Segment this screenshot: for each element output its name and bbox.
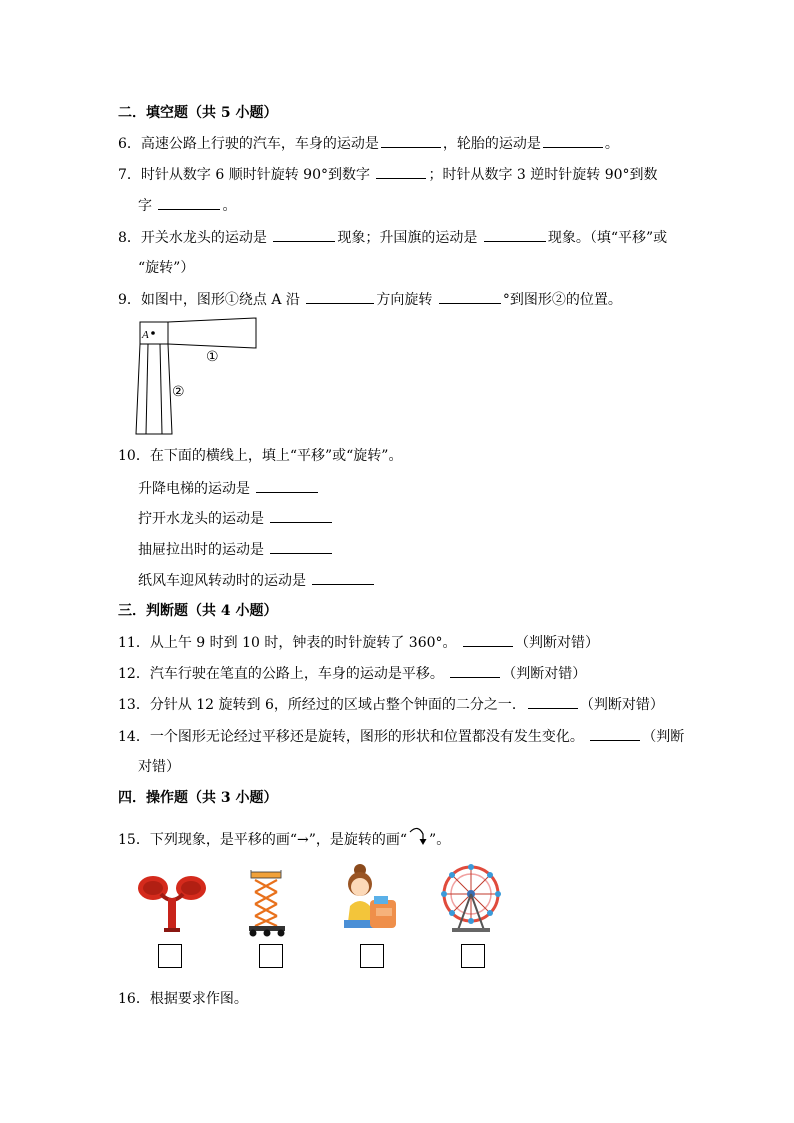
question-text: 现象。（填“平移”或: [547, 230, 668, 246]
question-number: 6．: [118, 136, 141, 152]
question-number: 7．: [118, 167, 141, 183]
scissor-lift-icon: [243, 868, 291, 938]
question-text: 一个图形无论经过平移还是旋转，图形的形状和位置都没有发生变化。: [149, 729, 589, 745]
question-text: 高速公路上行驶的汽车，车身的运动是: [140, 136, 379, 152]
question-8-line-2: “旋转”）: [138, 260, 195, 276]
question-text: 字: [138, 198, 157, 214]
answer-blank[interactable]: [543, 134, 603, 148]
question-text: 汽车行驶在笔直的公路上，车身的运动是平移。: [149, 666, 449, 682]
section-3-heading: 三．判断题（共 4 小题）: [118, 603, 278, 619]
answer-blank[interactable]: [590, 727, 640, 741]
question-8: [118, 228, 667, 247]
point-a-label: A: [142, 329, 149, 341]
question-text: 时针从数字 6 顺时针旋转 90°到数字: [140, 167, 375, 183]
rotation-figure: [132, 314, 262, 438]
question-16: [118, 990, 248, 1008]
answer-blank[interactable]: [312, 571, 374, 585]
question-text: 分针从 12 旋转到 6，所经过的区域占整个钟面的二分之一．: [149, 697, 526, 713]
question-number: 15．: [118, 832, 150, 848]
ferris-wheel-icon: [438, 862, 504, 934]
question-text: °到图形②的位置。: [502, 292, 622, 308]
section-4-heading: 四．操作题（共 3 小题）: [118, 790, 278, 806]
question-text: ”。: [429, 832, 451, 848]
question-number: 9．: [118, 292, 141, 308]
question-9: [118, 290, 622, 309]
question-14: [118, 727, 684, 746]
item-text: 抽屉拉出时的运动是: [138, 542, 269, 558]
answer-blank[interactable]: [270, 540, 332, 554]
answer-blank[interactable]: [256, 479, 318, 493]
answer-blank[interactable]: [528, 695, 578, 709]
shape-1-label: ①: [206, 349, 219, 365]
question-number: 14．: [118, 729, 150, 745]
answer-blank[interactable]: [484, 228, 546, 242]
answer-box-4[interactable]: [461, 944, 485, 968]
answer-box-1[interactable]: [158, 944, 182, 968]
question-number: 10．: [118, 448, 150, 464]
question-tail: （判断: [642, 729, 685, 745]
question-text: 如图中，图形①绕点 A 沿: [140, 292, 305, 308]
question-text: 从上午 9 时到 10 时，钟表的时针旋转了 360°。: [149, 635, 461, 651]
section-2-heading: 二．填空题（共 5 小题）: [118, 105, 278, 121]
question-text: 下列现象，是平移的画“→”，是旋转的画“: [149, 832, 408, 848]
question-text: 方向旋转: [376, 292, 437, 308]
question-text: 。: [604, 136, 619, 152]
question-number: 13．: [118, 697, 150, 713]
q10-item-1: [138, 479, 320, 498]
question-text: 在下面的横线上，填上“平移”或“旋转”。: [149, 448, 403, 464]
question-15: [118, 826, 450, 849]
question-14-line-2: 对错）: [138, 759, 180, 775]
answer-blank[interactable]: [270, 509, 332, 523]
question-text: ，轮胎的运动是: [442, 136, 541, 152]
shape-2-label: ②: [172, 384, 185, 400]
question-tail: （判断对错）: [579, 697, 664, 713]
answer-blank[interactable]: [450, 664, 500, 678]
answer-box-2[interactable]: [259, 944, 283, 968]
question-tail: （判断对错）: [502, 666, 587, 682]
question-text: 开关水龙头的运动是: [140, 230, 272, 246]
question-text: 现象；升国旗的运动是: [337, 230, 482, 246]
item-text: 升降电梯的运动是: [138, 481, 255, 497]
q10-item-3: [138, 540, 334, 559]
question-10: [118, 447, 402, 465]
q10-item-4: [138, 571, 376, 590]
rotation-arrow-icon: [407, 826, 429, 849]
answer-blank[interactable]: [158, 196, 220, 210]
question-7: [118, 165, 658, 184]
answer-blank[interactable]: [376, 165, 426, 179]
question-6: [118, 134, 619, 153]
answer-blank[interactable]: [463, 633, 513, 647]
question-11: [118, 633, 599, 652]
question-text: 。: [222, 198, 237, 214]
question-text: 根据要求作图。: [149, 991, 248, 1007]
question-number: 12．: [118, 666, 150, 682]
question-number: 8．: [118, 230, 141, 246]
question-text: ；时针从数字 3 逆时针旋转 90°到数: [428, 167, 658, 183]
question-12: [118, 664, 586, 683]
answer-blank[interactable]: [381, 134, 441, 148]
answer-box-3[interactable]: [360, 944, 384, 968]
question-tail: （判断对错）: [514, 635, 599, 651]
question-number: 16．: [118, 991, 150, 1007]
question-7-line-2: [138, 196, 236, 215]
question-13: [118, 695, 664, 714]
item-text: 纸风车迎风转动时的运动是: [138, 573, 311, 589]
answer-blank[interactable]: [273, 228, 335, 242]
girl-with-backpack-icon: [336, 862, 402, 934]
point-a-dot: [151, 331, 155, 335]
question-number: 11．: [118, 635, 150, 651]
answer-blank[interactable]: [306, 290, 374, 304]
q10-item-2: [138, 509, 334, 528]
item-text: 拧开水龙头的运动是: [138, 511, 269, 527]
rotating-seat-ride-icon: [136, 872, 208, 934]
answer-blank[interactable]: [439, 290, 501, 304]
